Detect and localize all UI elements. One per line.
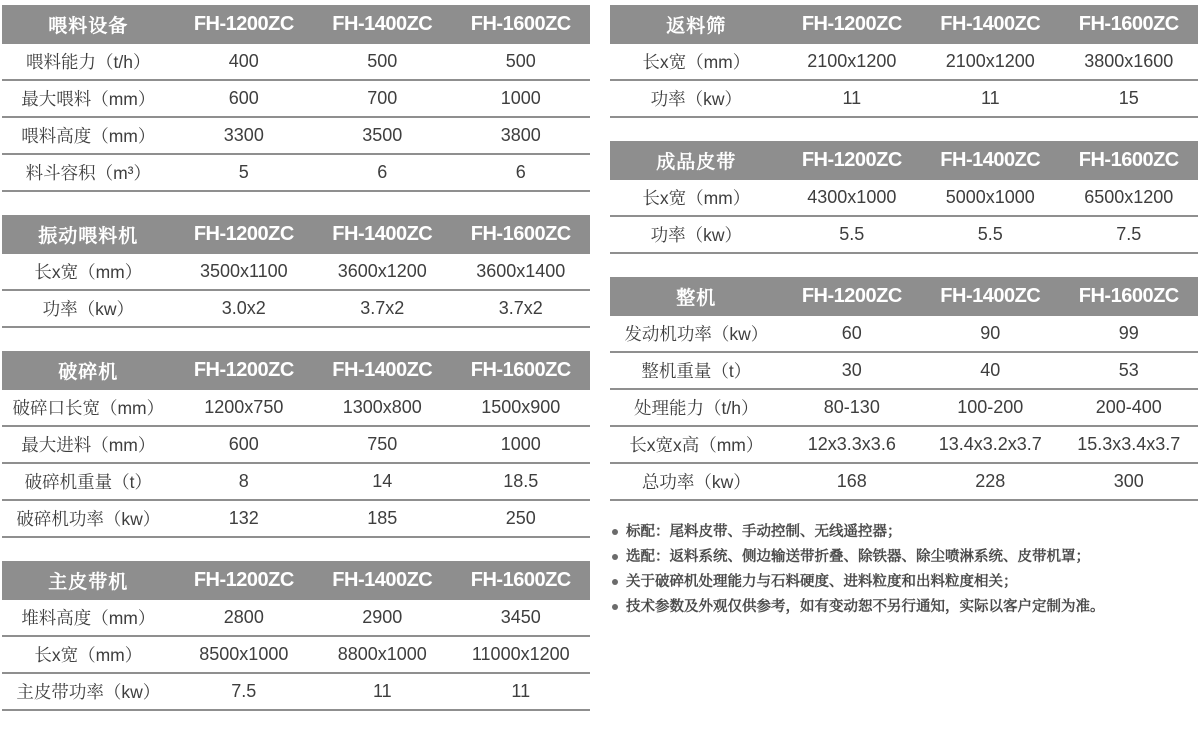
model-header: FH-1400ZC bbox=[921, 5, 1059, 44]
spec-value: 400 bbox=[175, 44, 313, 80]
spec-row-label: 发动机功率（kw） bbox=[610, 316, 783, 352]
spec-value: 3450 bbox=[452, 600, 590, 636]
spec-table bbox=[610, 277, 1198, 501]
spec-value: 11 bbox=[783, 80, 921, 117]
spec-row bbox=[2, 290, 590, 327]
spec-value: 2100x1200 bbox=[921, 44, 1059, 80]
spec-table bbox=[2, 351, 590, 538]
spec-value: 3.7x2 bbox=[313, 290, 451, 327]
spec-value: 11000x1200 bbox=[452, 636, 590, 673]
spec-row-label: 主皮带功率（kw） bbox=[2, 673, 175, 710]
spec-value: 132 bbox=[175, 500, 313, 537]
spec-row bbox=[610, 352, 1198, 389]
section-header-row bbox=[2, 561, 590, 600]
spec-row-label: 破碎机功率（kw） bbox=[2, 500, 175, 537]
spec-value: 500 bbox=[452, 44, 590, 80]
note-item bbox=[610, 599, 1198, 616]
spec-row-label: 功率（kw） bbox=[610, 216, 783, 253]
bullet-dot-icon bbox=[612, 529, 618, 535]
model-header: FH-1400ZC bbox=[313, 5, 451, 44]
bullet-dot-icon bbox=[612, 604, 618, 610]
section-title: 振动喂料机 bbox=[2, 215, 175, 254]
spec-value: 6500x1200 bbox=[1060, 180, 1198, 216]
section-header-row bbox=[610, 5, 1198, 44]
model-header: FH-1600ZC bbox=[452, 215, 590, 254]
spec-value: 600 bbox=[175, 80, 313, 117]
spec-value: 3600x1400 bbox=[452, 254, 590, 290]
model-header: FH-1400ZC bbox=[313, 561, 451, 600]
spec-value: 11 bbox=[452, 673, 590, 710]
left-column bbox=[2, 5, 590, 734]
spec-row bbox=[610, 389, 1198, 426]
model-header: FH-1400ZC bbox=[921, 141, 1059, 180]
spec-row bbox=[2, 463, 590, 500]
spec-row bbox=[2, 117, 590, 154]
spec-value: 4300x1000 bbox=[783, 180, 921, 216]
spec-value: 168 bbox=[783, 463, 921, 500]
spec-value: 200-400 bbox=[1060, 389, 1198, 426]
spec-row bbox=[2, 673, 590, 710]
spec-value: 53 bbox=[1060, 352, 1198, 389]
spec-value: 3500x1100 bbox=[175, 254, 313, 290]
spec-row-label: 长x宽（mm） bbox=[2, 636, 175, 673]
spec-value: 8 bbox=[175, 463, 313, 500]
spec-value: 11 bbox=[313, 673, 451, 710]
section-title: 整机 bbox=[610, 277, 783, 316]
spec-row-label: 总功率（kw） bbox=[610, 463, 783, 500]
spec-row-label: 处理能力（t/h） bbox=[610, 389, 783, 426]
spec-value: 99 bbox=[1060, 316, 1198, 352]
spec-value: 6 bbox=[313, 154, 451, 191]
bullet-dot-icon bbox=[612, 554, 618, 560]
spec-value: 100-200 bbox=[921, 389, 1059, 426]
spec-table bbox=[2, 561, 590, 711]
spec-row-label: 喂料高度（mm） bbox=[2, 117, 175, 154]
spec-value: 700 bbox=[313, 80, 451, 117]
spec-row-label: 整机重量（t） bbox=[610, 352, 783, 389]
spec-value: 3800 bbox=[452, 117, 590, 154]
spec-row-label: 破碎口长宽（mm） bbox=[2, 390, 175, 426]
spec-value: 5.5 bbox=[921, 216, 1059, 253]
spec-table bbox=[610, 5, 1198, 118]
spec-row bbox=[610, 316, 1198, 352]
spec-value: 500 bbox=[313, 44, 451, 80]
spec-value: 750 bbox=[313, 426, 451, 463]
spec-value: 3800x1600 bbox=[1060, 44, 1198, 80]
section-header-row bbox=[2, 215, 590, 254]
spec-row bbox=[610, 180, 1198, 216]
model-header: FH-1600ZC bbox=[1060, 5, 1198, 44]
note-item bbox=[610, 524, 1198, 541]
spec-value: 185 bbox=[313, 500, 451, 537]
spec-table bbox=[610, 141, 1198, 254]
spec-value: 18.5 bbox=[452, 463, 590, 500]
spec-value: 7.5 bbox=[1060, 216, 1198, 253]
model-header: FH-1600ZC bbox=[452, 5, 590, 44]
model-header: FH-1400ZC bbox=[313, 351, 451, 390]
spec-table bbox=[2, 215, 590, 328]
right-column bbox=[610, 5, 1198, 624]
note-item bbox=[610, 574, 1198, 591]
section-header-row bbox=[610, 277, 1198, 316]
model-header: FH-1600ZC bbox=[452, 351, 590, 390]
spec-row-label: 长x宽（mm） bbox=[610, 180, 783, 216]
note-text: 标配：尾料皮带、手动控制、无线遥控器； bbox=[626, 524, 902, 540]
spec-value: 2800 bbox=[175, 600, 313, 636]
model-header: FH-1200ZC bbox=[783, 277, 921, 316]
model-header: FH-1200ZC bbox=[175, 351, 313, 390]
spec-table bbox=[2, 5, 590, 192]
spec-row bbox=[2, 600, 590, 636]
spec-value: 11 bbox=[921, 80, 1059, 117]
spec-value: 30 bbox=[783, 352, 921, 389]
section-title: 返料筛 bbox=[610, 5, 783, 44]
notes-list bbox=[610, 524, 1198, 616]
spec-row-label: 最大喂料（mm） bbox=[2, 80, 175, 117]
spec-row-label: 破碎机重量（t） bbox=[2, 463, 175, 500]
spec-value: 7.5 bbox=[175, 673, 313, 710]
spec-value: 80-130 bbox=[783, 389, 921, 426]
model-header: FH-1200ZC bbox=[783, 5, 921, 44]
spec-value: 5 bbox=[175, 154, 313, 191]
spec-row-label: 堆料高度（mm） bbox=[2, 600, 175, 636]
spec-row bbox=[2, 500, 590, 537]
spec-value: 15 bbox=[1060, 80, 1198, 117]
spec-value: 2900 bbox=[313, 600, 451, 636]
spec-value: 15.3x3.4x3.7 bbox=[1060, 426, 1198, 463]
spec-row bbox=[2, 254, 590, 290]
spec-value: 40 bbox=[921, 352, 1059, 389]
section-title: 主皮带机 bbox=[2, 561, 175, 600]
spec-value: 6 bbox=[452, 154, 590, 191]
spec-row-label: 喂料能力（t/h） bbox=[2, 44, 175, 80]
note-item bbox=[610, 549, 1198, 566]
model-header: FH-1600ZC bbox=[1060, 277, 1198, 316]
spec-row-label: 长x宽（mm） bbox=[2, 254, 175, 290]
section-header-row bbox=[610, 141, 1198, 180]
spec-value: 3300 bbox=[175, 117, 313, 154]
model-header: FH-1200ZC bbox=[783, 141, 921, 180]
section-title: 喂料设备 bbox=[2, 5, 175, 44]
spec-value: 90 bbox=[921, 316, 1059, 352]
note-text: 选配：返料系统、侧边输送带折叠、除铁器、除尘喷淋系统、皮带机罩； bbox=[626, 549, 1090, 565]
spec-value: 8500x1000 bbox=[175, 636, 313, 673]
model-header: FH-1400ZC bbox=[313, 215, 451, 254]
spec-value: 13.4x3.2x3.7 bbox=[921, 426, 1059, 463]
model-header: FH-1600ZC bbox=[1060, 141, 1198, 180]
spec-row bbox=[2, 390, 590, 426]
spec-value: 600 bbox=[175, 426, 313, 463]
note-text: 关于破碎机处理能力与石料硬度、进料粒度和出料粒度相关； bbox=[626, 574, 1018, 590]
spec-row bbox=[2, 154, 590, 191]
model-header: FH-1200ZC bbox=[175, 5, 313, 44]
spec-row-label: 长x宽x高（mm） bbox=[610, 426, 783, 463]
spec-row-label: 长x宽（mm） bbox=[610, 44, 783, 80]
spec-value: 1300x800 bbox=[313, 390, 451, 426]
spec-value: 3.7x2 bbox=[452, 290, 590, 327]
spec-row bbox=[2, 80, 590, 117]
spec-value: 1500x900 bbox=[452, 390, 590, 426]
spec-value: 1200x750 bbox=[175, 390, 313, 426]
spec-value: 3.0x2 bbox=[175, 290, 313, 327]
spec-value: 14 bbox=[313, 463, 451, 500]
model-header: FH-1400ZC bbox=[921, 277, 1059, 316]
spec-row bbox=[610, 426, 1198, 463]
section-title: 破碎机 bbox=[2, 351, 175, 390]
section-title: 成品皮带 bbox=[610, 141, 783, 180]
spec-value: 12x3.3x3.6 bbox=[783, 426, 921, 463]
spec-value: 60 bbox=[783, 316, 921, 352]
model-header: FH-1600ZC bbox=[452, 561, 590, 600]
spec-row bbox=[2, 636, 590, 673]
spec-value: 5000x1000 bbox=[921, 180, 1059, 216]
spec-value: 2100x1200 bbox=[783, 44, 921, 80]
spec-row bbox=[2, 44, 590, 80]
spec-row bbox=[2, 426, 590, 463]
spec-row bbox=[610, 463, 1198, 500]
spec-row bbox=[610, 44, 1198, 80]
spec-value: 5.5 bbox=[783, 216, 921, 253]
bullet-dot-icon bbox=[612, 579, 618, 585]
note-text: 技术参数及外观仅供参考，如有变动恕不另行通知，实际以客户定制为准。 bbox=[626, 599, 1105, 615]
spec-value: 8800x1000 bbox=[313, 636, 451, 673]
spec-value: 250 bbox=[452, 500, 590, 537]
spec-value: 3600x1200 bbox=[313, 254, 451, 290]
spec-row-label: 最大进料（mm） bbox=[2, 426, 175, 463]
spec-value: 300 bbox=[1060, 463, 1198, 500]
model-header: FH-1200ZC bbox=[175, 215, 313, 254]
spec-value: 1000 bbox=[452, 426, 590, 463]
section-header-row bbox=[2, 351, 590, 390]
model-header: FH-1200ZC bbox=[175, 561, 313, 600]
spec-row bbox=[610, 216, 1198, 253]
section-header-row bbox=[2, 5, 590, 44]
spec-row-label: 功率（kw） bbox=[610, 80, 783, 117]
spec-value: 1000 bbox=[452, 80, 590, 117]
spec-value: 3500 bbox=[313, 117, 451, 154]
spec-row bbox=[610, 80, 1198, 117]
spec-value: 228 bbox=[921, 463, 1059, 500]
spec-row-label: 功率（kw） bbox=[2, 290, 175, 327]
spec-row-label: 料斗容积（m³） bbox=[2, 154, 175, 191]
